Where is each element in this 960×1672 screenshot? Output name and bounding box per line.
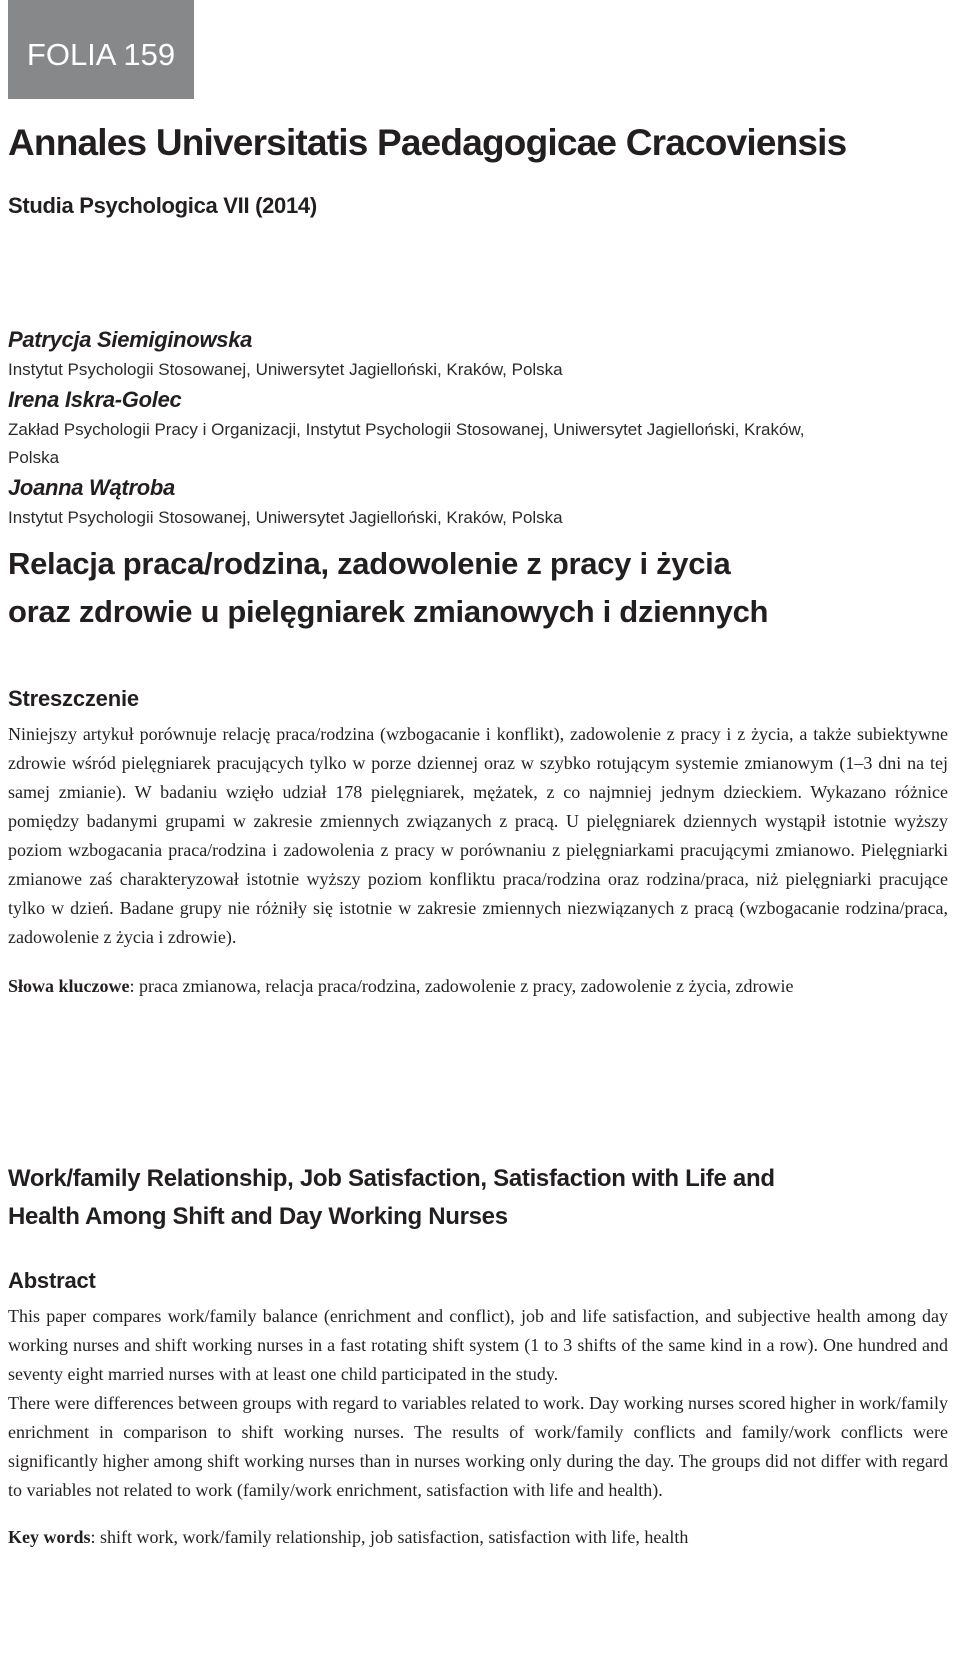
folia-badge — [8, 0, 194, 99]
abstract-section — [8, 1268, 948, 1552]
author-block — [8, 324, 938, 384]
abstract-heading: Abstract — [8, 1268, 96, 1293]
abstract-keywords — [8, 1523, 948, 1552]
author-affiliation: Instytut Psychologii Stosowanej, Uniwersytet Jagielloński, Kraków, Polska — [8, 360, 563, 379]
author-block — [8, 472, 938, 532]
author-name: Irena Iskra-Golec — [8, 387, 182, 412]
keywords-label: Key words — [8, 1527, 91, 1547]
author-block — [8, 384, 938, 472]
journal-title: Annales Universitatis Paedagogicae Cracoviensis — [8, 122, 847, 163]
keywords-list: : praca zmianowa, relacja praca/rodzina, zadowolenie z pracy, zadowolenie z życia, zdrowie — [129, 976, 794, 996]
streszczenie-keywords — [8, 972, 948, 1001]
abstract-paragraph-1: This paper compares work/family balance (enrichment and conflict), job and life satisfaction, and subjective health among day working nurses and shift working nurses in a fast rotating shift system (1 to 3 shifts of the same kind in a row). One hundred and seventy eight married nurses with at least one child participated in the study. — [8, 1306, 948, 1384]
author-affiliation: Instytut Psychologii Stosowanej, Uniwersytet Jagielloński, Kraków, Polska — [8, 508, 563, 527]
author-affiliation: Zakład Psychologii Pracy i Organizacji, Instytut Psychologii Stosowanej, Uniwersytet Jagielloński, Kraków, Polska — [8, 420, 805, 467]
streszczenie-section — [8, 686, 948, 1001]
streszczenie-text: Niniejszy artykuł porównuje relację praca/rodzina (wzbogacanie i konflikt), zadowolenie z pracy i z życia, a także subiektywne zdrowie wśród pielęgniarek pracujących tylko w porze dziennej oraz w szybko rotującym systemie zmianowym (1–3 dni na tej samej zmianie). W badaniu wzięło udział 178 pielęgniarek, mężatek, z co najmniej jednym dzieckiem. Wykazano różnice pomiędzy badanymi grupami w zakresie zmiennych związanych z pracą. U pielęgniarek dziennych wystąpił istotnie wyższy poziom wzbogacania praca/rodzina i zadowolenia z pracy w porównaniu z pielęgniarkami pracującymi zmianowo. Pielęgniarki zmianowe zaś charakteryzował istotnie wyższy poziom konfliktu praca/rodzina oraz rodzina/praca, niż pielęgniarki pracujące tylko w dzień. Badane grupy nie różniły się istotnie w zakresie zmiennych niezwiązanych z pracą (wzbogacanie rodzina/praca, zadowolenie z życia i zdrowie). — [8, 724, 948, 947]
author-list — [8, 324, 938, 532]
journal-subtitle: Studia Psychologica VII (2014) — [8, 193, 317, 218]
author-name: Patrycja Siemiginowska — [8, 327, 253, 352]
author-name: Joanna Wątroba — [8, 475, 175, 500]
article-title-english: Work/family Relationship, Job Satisfaction, Satisfaction with Life and Health Among Shift and Day Working Nurses — [8, 1165, 775, 1230]
keywords-list: : shift work, work/family relationship, job satisfaction, satisfaction with life, health — [90, 1527, 689, 1547]
folia-label: FOLIA 159 — [26, 36, 176, 72]
article-title-polish: Relacja praca/rodzina, zadowolenie z pracy i życia oraz zdrowie u pielęgniarek zmianowych i dziennych — [8, 546, 769, 629]
keywords-label: Słowa kluczowe — [8, 976, 130, 996]
abstract-paragraph-2: There were differences between groups with regard to variables related to work. Day working nurses scored higher in work/family enrichment in comparison to shift working nurses. The results of work/family conflicts and family/work conflicts were significantly higher among shift working nurses than in nurses working only during the day. The groups did not differ with regard to variables not related to work (family/work enrichment, satisfaction with life and health). — [8, 1393, 948, 1500]
streszczenie-heading: Streszczenie — [8, 686, 139, 711]
